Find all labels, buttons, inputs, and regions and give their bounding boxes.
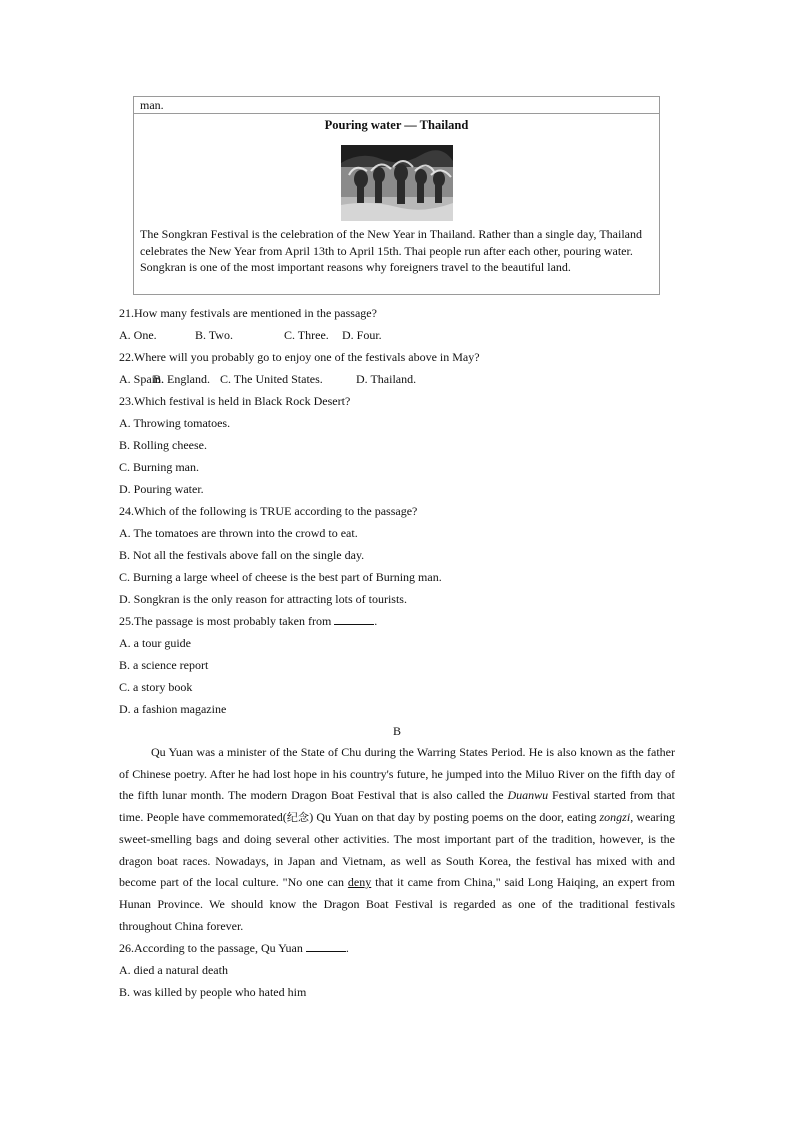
question-26: [119, 937, 675, 959]
passage-deny-underlined: deny: [347, 875, 372, 890]
passage-text-2: Festival started from that time. People have commemorated(: [119, 788, 675, 825]
question-25-stem: 25.The passage is most probably taken from: [119, 614, 332, 628]
question-22: 22.Where will you probably go to enjoy one of the festivals above in May?: [119, 350, 480, 364]
question-25-stem-end: .: [374, 614, 378, 628]
festival-table-cell: [133, 96, 660, 295]
question-23-option-a: A. Throwing tomatoes.: [119, 416, 231, 430]
question-24-option-c: C. Burning a large wheel of cheese is the best part of Burning man.: [119, 570, 442, 584]
passage-text-1: Qu Yuan was a minister of the State of Chu during the Warring States Period. He is also known as the father of Chinese poetry. After he had lost hope in his country's future, he jumped into the Miluo River on the fifth day of the fifth lunar month. The modern Dragon Boat Festival that is also called the: [119, 745, 675, 803]
option-a: A. Spain.: [119, 372, 164, 386]
question-25-option-a: A. a tour guide: [119, 636, 191, 650]
question-26-option-a: A. died a natural death: [119, 963, 228, 978]
question-23-option-b: B. Rolling cheese.: [119, 438, 207, 452]
section-b-passage: [119, 742, 675, 937]
passage-text-3: ) Qu Yuan on that day by posting poems on the door, eating: [309, 810, 600, 825]
previous-cell-text: man.: [134, 97, 659, 114]
passage-duanwu: Duanwu: [507, 788, 549, 803]
question-25-option-d: D. a fashion magazine: [119, 702, 227, 716]
question-21-options: [119, 324, 675, 346]
option-d: D. Thailand.: [356, 372, 417, 386]
answer-blank: [334, 612, 374, 625]
question-24-option-d: D. Songkran is the only reason for attracting lots of tourists.: [119, 592, 407, 606]
option-c: C. Three.: [284, 328, 329, 342]
passage-zongzi: zongzi: [599, 810, 631, 825]
question-22-options: [119, 368, 675, 390]
section-b-heading: B: [392, 724, 401, 738]
question-25-option-b: B. a science report: [119, 658, 209, 672]
option-b: B. Two.: [195, 328, 233, 342]
question-26-stem: 26.According to the passage, Qu Yuan: [119, 941, 303, 956]
question-25: [119, 610, 675, 632]
option-b: B. England.: [153, 372, 210, 386]
passage-chinese-gloss: 纪念: [286, 811, 310, 825]
people-pouring-water-photo: [341, 145, 453, 221]
question-21: 21.How many festivals are mentioned in the passage?: [119, 306, 377, 320]
question-24-option-b: B. Not all the festivals above fall on the single day.: [119, 548, 365, 562]
question-24: 24.Which of the following is TRUE according to the passage?: [119, 504, 418, 518]
passage-text-4: , wearing sweet-smelling bags and doing several other activities. The most important part of the tradition, however, is the dragon boat races. Nowadays, in Japan and Vietnam, as well as South Korea, the festival has mixed with and become part of the local culture. "No one can: [119, 810, 676, 890]
songkran-description: The Songkran Festival is the celebration of the New Year in Thailand. Rather than a single day, Thailand celebrates the New Year from April 13th to April 15th. Thai people run after each other, pouring water. Songkran is one of the most important reasons why foreigners travel to the beautiful land.: [140, 227, 642, 274]
option-d: D. Four.: [342, 328, 382, 342]
answer-blank: [306, 939, 346, 952]
question-23-option-c: C. Burning man.: [119, 460, 199, 474]
question-25-option-c: C. a story book: [119, 680, 193, 694]
question-26-stem-end: .: [345, 941, 349, 956]
option-c: C. The United States.: [220, 372, 323, 386]
questions-area: [119, 302, 675, 1003]
option-a: A. One.: [119, 328, 157, 342]
question-23: 23.Which festival is held in Black Rock Desert?: [119, 394, 351, 408]
question-23-option-d: D. Pouring water.: [119, 482, 204, 496]
passage-text-5: that it came from China," said Long Haiqing, an expert from Hunan Province. We should know the Dragon Boat Festival is regarded as one of the traditional festivals throughout China forever.: [119, 875, 675, 933]
question-24-option-a: A. The tomatoes are thrown into the crowd to eat.: [119, 526, 358, 540]
question-26-option-b: B. was killed by people who hated him: [119, 985, 307, 1000]
festival-title: Pouring water — Thailand: [324, 118, 469, 132]
